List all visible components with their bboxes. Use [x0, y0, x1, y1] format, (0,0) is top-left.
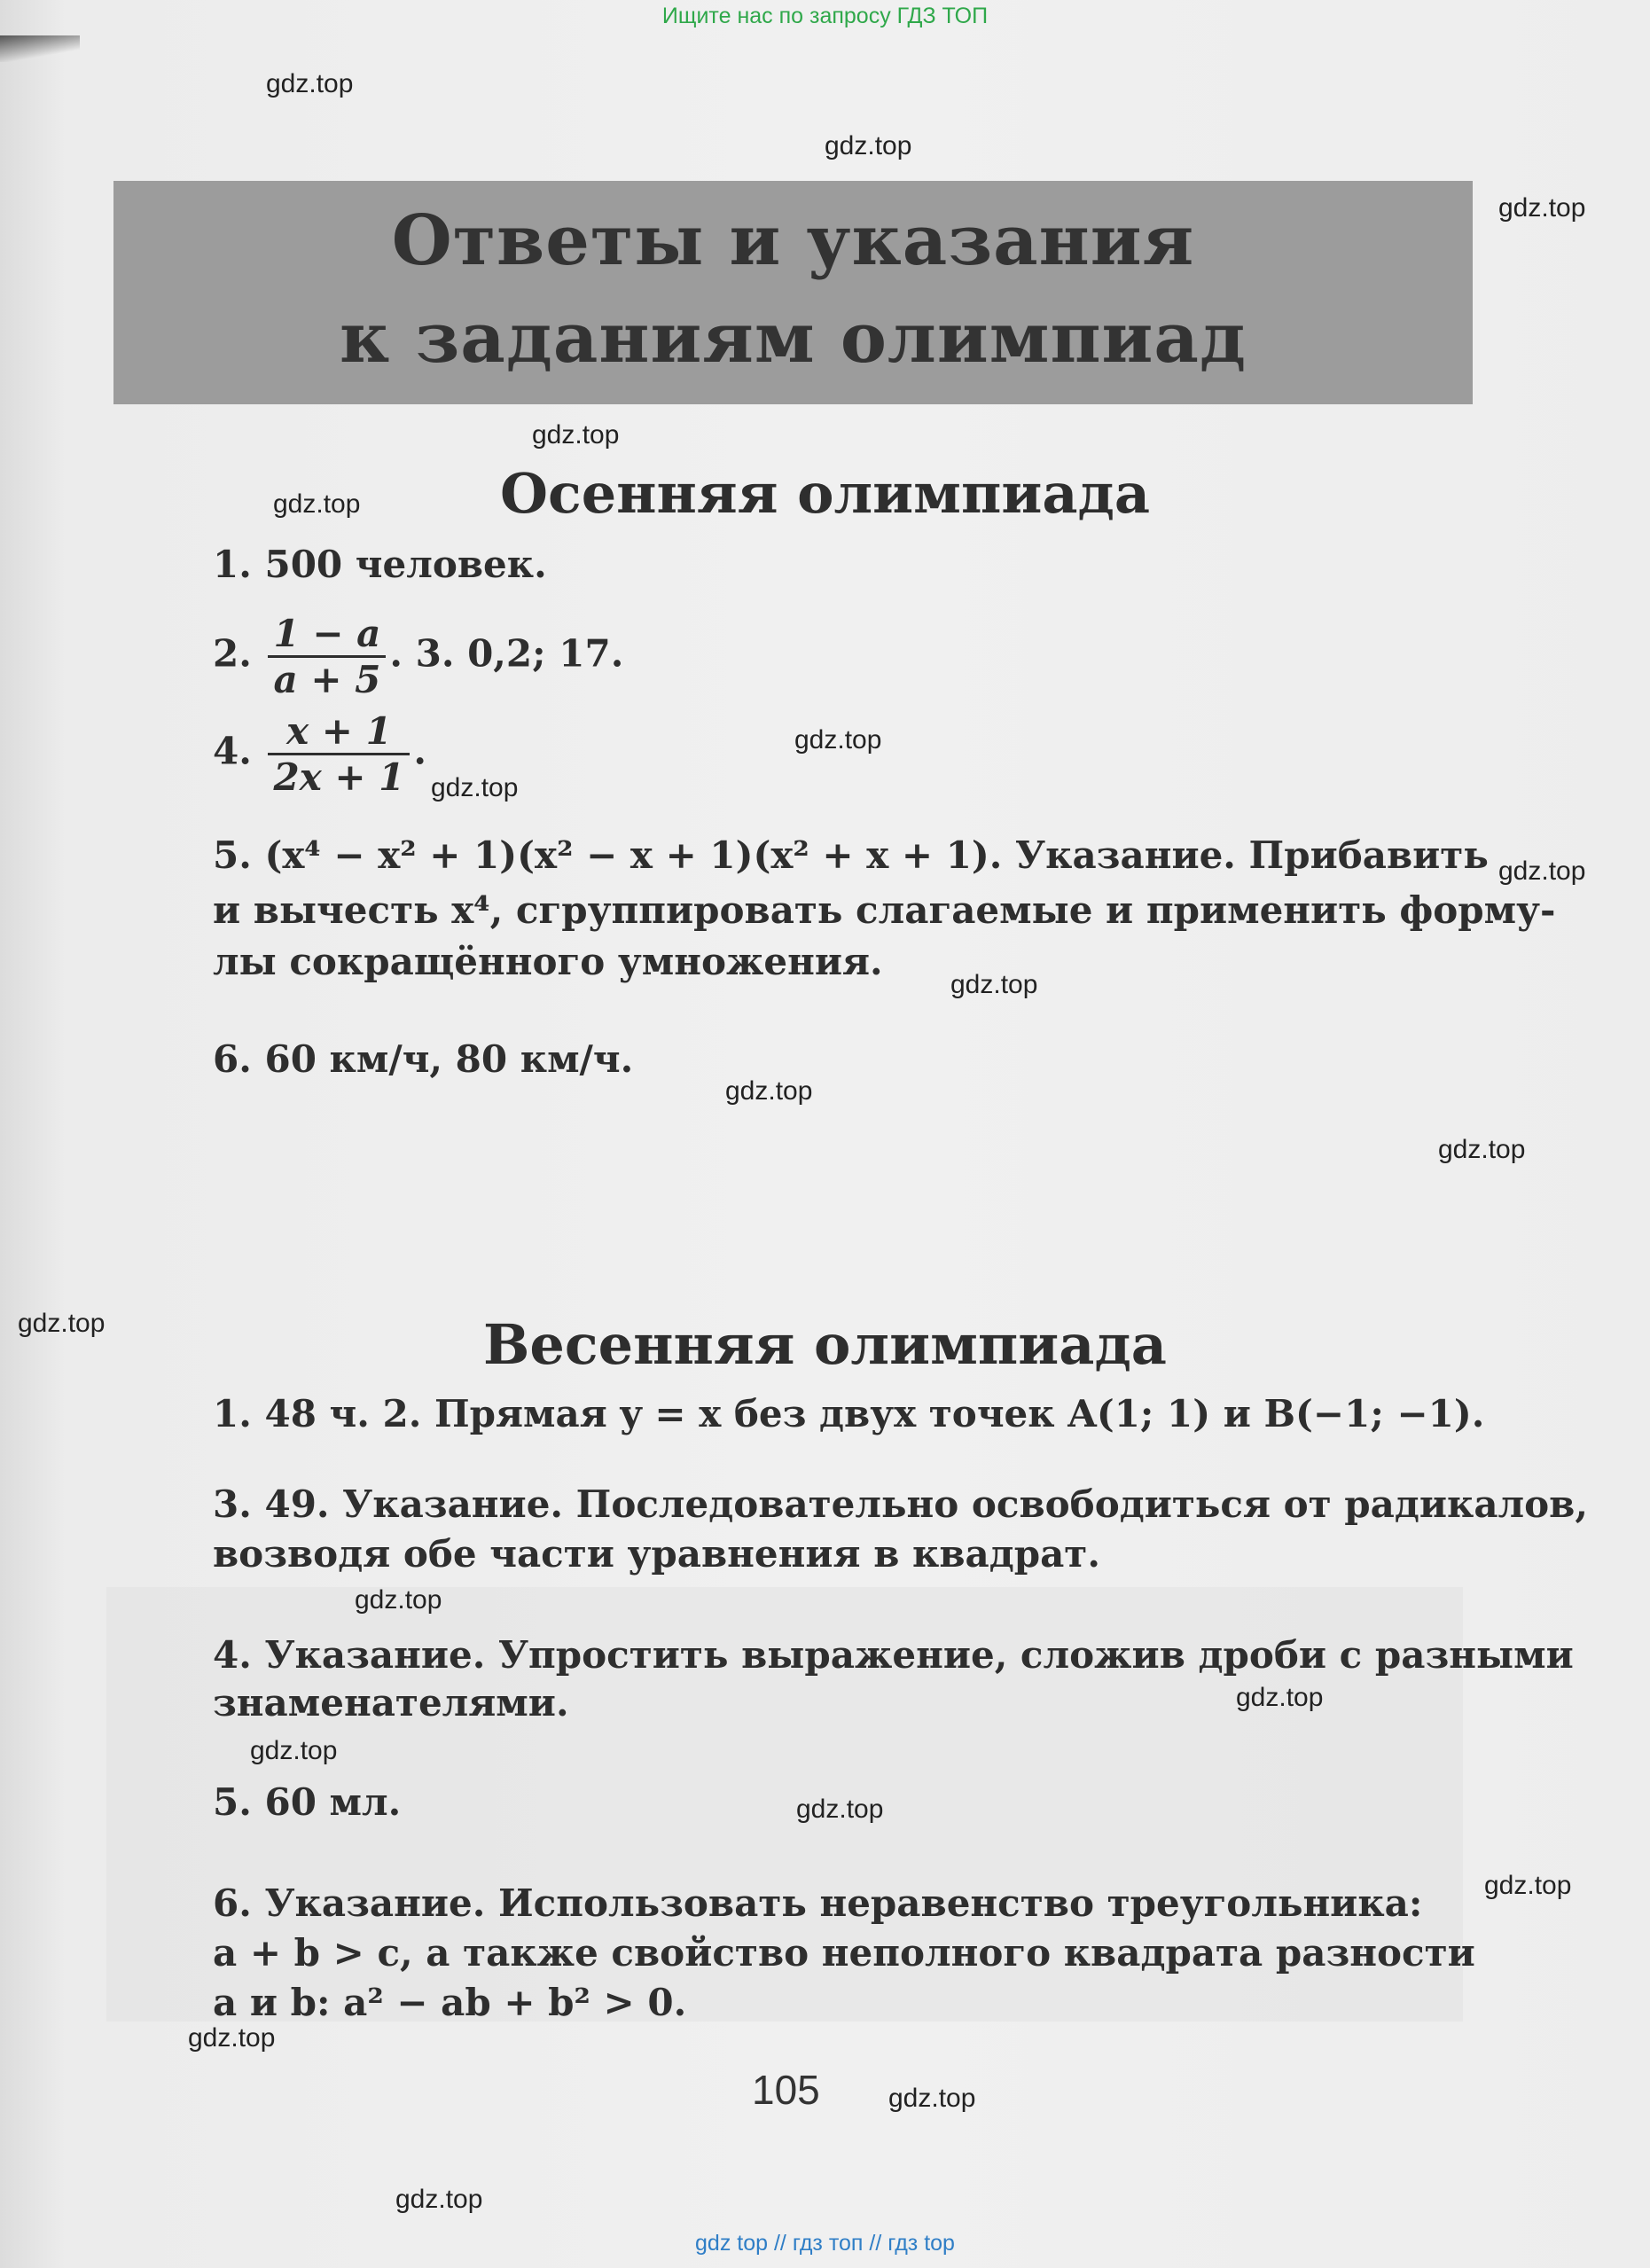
autumn-answer-5-line-1: 5. (x⁴ − x² + 1)(x² − x + 1)(x² + x + 1). Указание. Прибавить: [213, 833, 1489, 877]
autumn-answer-4: [213, 709, 426, 799]
autumn-answer-5-line-3: лы сокращённого умножения.: [213, 940, 883, 983]
fraction-numerator: x + 1: [268, 709, 410, 755]
autumn-answer-2-3: [213, 612, 623, 701]
top-banner[interactable]: Ищите нас по запросу ГДЗ ТОП: [661, 4, 989, 28]
autumn-answer-5-line-2: и вычесть x⁴, сгруппировать слагаемые и применить форму-: [213, 888, 1556, 932]
fraction: [268, 709, 410, 799]
watermark: gdz.top: [1498, 856, 1586, 886]
watermark: gdz.top: [266, 69, 354, 98]
spring-answer-4-line-1: 4. Указание. Упростить выражение, сложив дроби с разными: [213, 1633, 1574, 1677]
page-number: 105: [752, 2067, 820, 2113]
fraction-denominator: a + 5: [273, 658, 381, 701]
spring-answer-6-line-1: 6. Указание. Использовать неравенство треугольника:: [213, 1881, 1423, 1925]
fraction: [268, 612, 386, 701]
title-line-2: к заданиям олимпиад: [340, 298, 1247, 379]
spring-answer-1-2: 1. 48 ч. 2. Прямая y = x без двух точек A(1; 1) и B(−1; −1).: [213, 1392, 1485, 1435]
watermark: gdz.top: [794, 725, 882, 755]
watermark: gdz.top: [273, 489, 361, 519]
watermark: gdz.top: [888, 2084, 976, 2113]
autumn-answer-1: 1. 500 человек.: [213, 543, 547, 586]
answer-rest: . 3. 0,2; 17.: [389, 631, 624, 676]
watermark: gdz.top: [1498, 193, 1586, 223]
answer-label: 2.: [213, 631, 252, 676]
watermark: gdz.top: [532, 420, 620, 450]
watermark: gdz.top: [188, 2023, 276, 2053]
watermark: gdz.top: [395, 2185, 483, 2214]
watermark: gdz.top: [1438, 1135, 1526, 1164]
spring-answer-3-line-1: 3. 49. Указание. Последовательно освободиться от радикалов,: [213, 1482, 1588, 1526]
watermark: gdz.top: [1236, 1683, 1324, 1712]
watermark: gdz.top: [1484, 1871, 1572, 1900]
bottom-banner[interactable]: gdz top // гдз топ // гдз top: [695, 2231, 955, 2256]
spring-heading: Весенняя олимпиада: [483, 1312, 1167, 1377]
fraction-denominator: 2x + 1: [273, 755, 405, 799]
watermark: gdz.top: [431, 773, 519, 802]
spring-answer-3-line-2: возводя обе части уравнения в квадрат.: [213, 1532, 1100, 1576]
book-spine-shadow: [0, 35, 80, 62]
spring-answer-6-line-2: a + b > c, а также свойство неполного квадрата разности: [213, 1931, 1475, 1975]
answer-label: 4.: [213, 729, 252, 773]
spring-answer-4-line-2: знаменателями.: [213, 1681, 569, 1724]
autumn-heading: Осенняя олимпиада: [499, 461, 1151, 526]
spring-answer-6-line-3: a и b: a² − ab + b² > 0.: [213, 1981, 687, 2024]
answer-rest: .: [413, 729, 427, 773]
title-band: [113, 181, 1473, 404]
watermark: gdz.top: [950, 970, 1038, 999]
watermark: gdz.top: [250, 1736, 338, 1765]
watermark: gdz.top: [355, 1585, 442, 1615]
watermark: gdz.top: [796, 1795, 884, 1824]
spring-answer-5: 5. 60 мл.: [213, 1780, 402, 1824]
watermark: gdz.top: [825, 131, 912, 160]
fraction-numerator: 1 − a: [268, 612, 386, 658]
autumn-answer-6: 6. 60 км/ч, 80 км/ч.: [213, 1037, 634, 1081]
watermark: gdz.top: [725, 1076, 813, 1106]
title-line-1: Ответы и указания: [391, 200, 1195, 281]
watermark: gdz.top: [18, 1309, 106, 1338]
